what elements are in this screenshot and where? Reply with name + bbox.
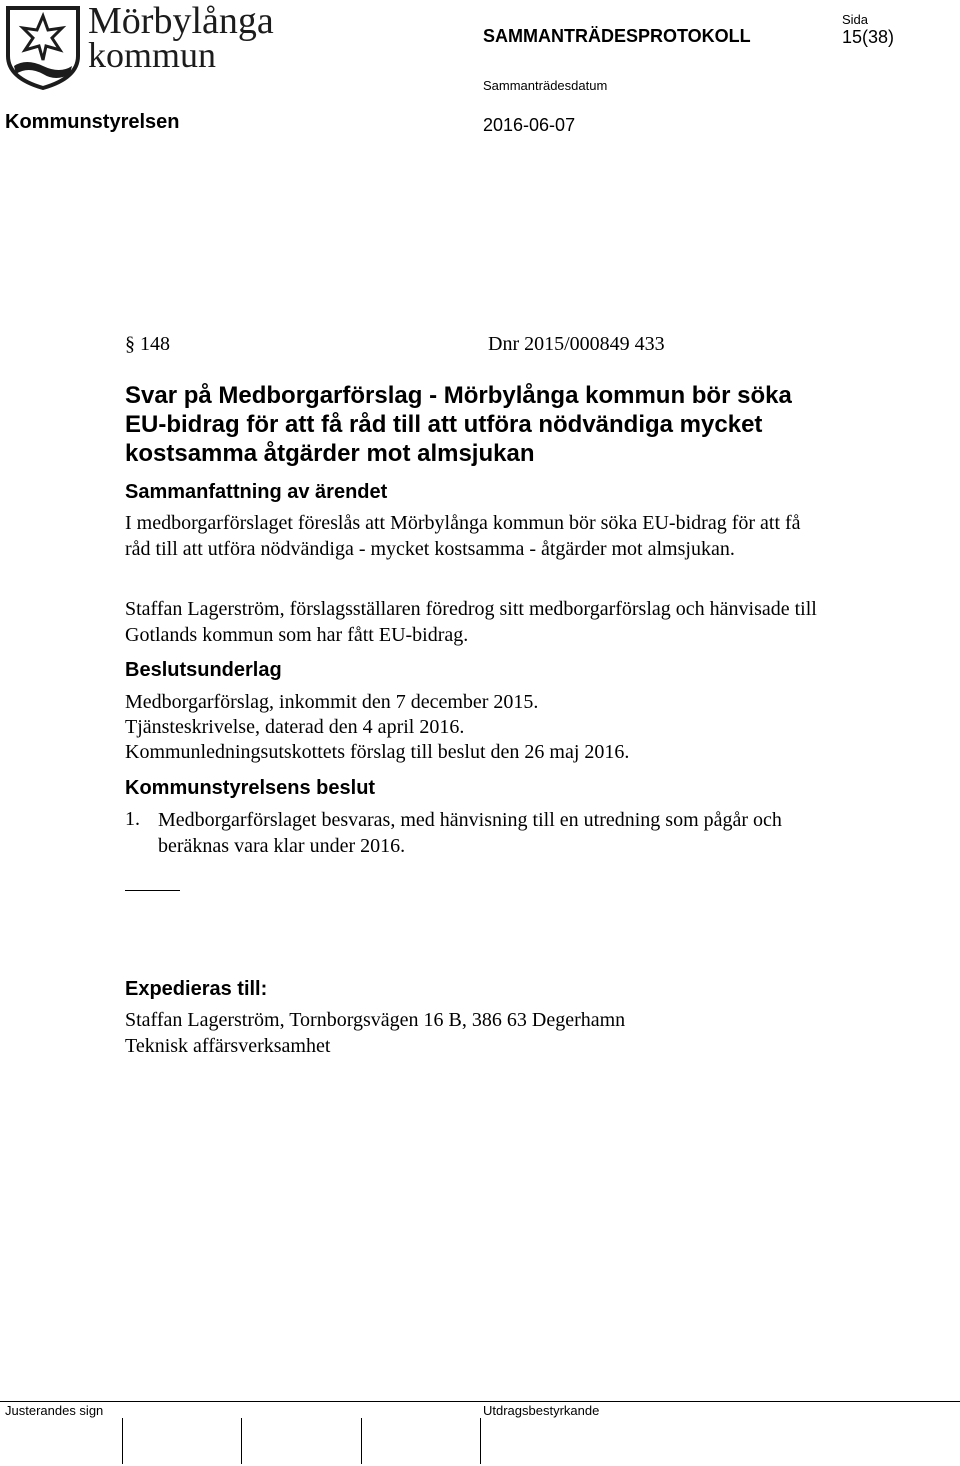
decision-number: 1. [125, 808, 140, 830]
paragraph-number: § 148 [125, 333, 170, 355]
basis-heading: Beslutsunderlag [125, 659, 282, 681]
summary-paragraph-1: I medborgarförslaget föreslås att Mörbylånga kommun bör söka EU-bidrag för att få råd till att utföra nödvändiga - mycket kostsamma - åtgärder mot almsjukan. [125, 512, 801, 560]
meeting-date: 2016-06-07 [483, 115, 576, 135]
signature-box-divider [480, 1418, 481, 1464]
paragraph-line [125, 333, 665, 356]
basis-item: Kommunledningsutskottets förslag till beslut den 26 maj 2016. [125, 741, 630, 763]
document-type: SAMMANTRÄDESPROTOKOLL [483, 26, 751, 46]
meeting-date-label: Sammanträdesdatum [483, 78, 608, 93]
signature-box-divider [241, 1418, 242, 1464]
logo-wordmark [88, 2, 274, 74]
summary-paragraph-2: Staffan Lagerström, förslagsställaren föredrog sitt medborgarförslag och hänvisade till Gotlands kommun som har fått EU-bidrag. [125, 598, 817, 646]
municipality-logo [4, 2, 294, 92]
certification-label: Utdragsbestyrkande [483, 1403, 600, 1418]
basis-item: Medborgarförslag, inkommit den 7 december 2015. [125, 691, 539, 713]
page-label: Sida [842, 12, 869, 27]
summary-heading: Sammanfattning av ärendet [125, 481, 388, 503]
logo-line2: kommun [88, 35, 217, 75]
committee-name: Kommunstyrelsen [5, 111, 180, 133]
logo-line1: Mörbylånga [88, 0, 274, 42]
basis-item: Tjänsteskrivelse, daterad den 4 april 2016. [125, 716, 465, 738]
page-number: 15(38) [842, 27, 895, 47]
registration-number: Dnr 2015/000849 433 [488, 333, 665, 355]
section-divider [125, 890, 180, 891]
document-title: Svar på Medborgarförslag - Mörbylånga kommun bör söka EU-bidrag för att få råd till att utföra nödvändiga mycket kostsamma åtgärder mot almsjukan [125, 382, 792, 467]
signature-box-divider [361, 1418, 362, 1464]
signature-box-divider [122, 1418, 123, 1464]
coat-of-arms-icon [4, 4, 82, 90]
dispatch-heading: Expedieras till: [125, 978, 268, 1000]
dispatch-recipient: Staffan Lagerström, Tornborgsvägen 16 B, 386 63 Degerhamn [125, 1009, 626, 1031]
dispatch-recipient: Teknisk affärsverksamhet [125, 1035, 331, 1057]
decision-text: Medborgarförslaget besvaras, med hänvisning till en utredning som pågår och beräknas vara klar under 2016. [158, 809, 782, 857]
adjuster-signature-label: Justerandes sign [5, 1403, 104, 1418]
footer-rule [0, 1401, 960, 1402]
decision-heading: Kommunstyrelsens beslut [125, 777, 376, 799]
